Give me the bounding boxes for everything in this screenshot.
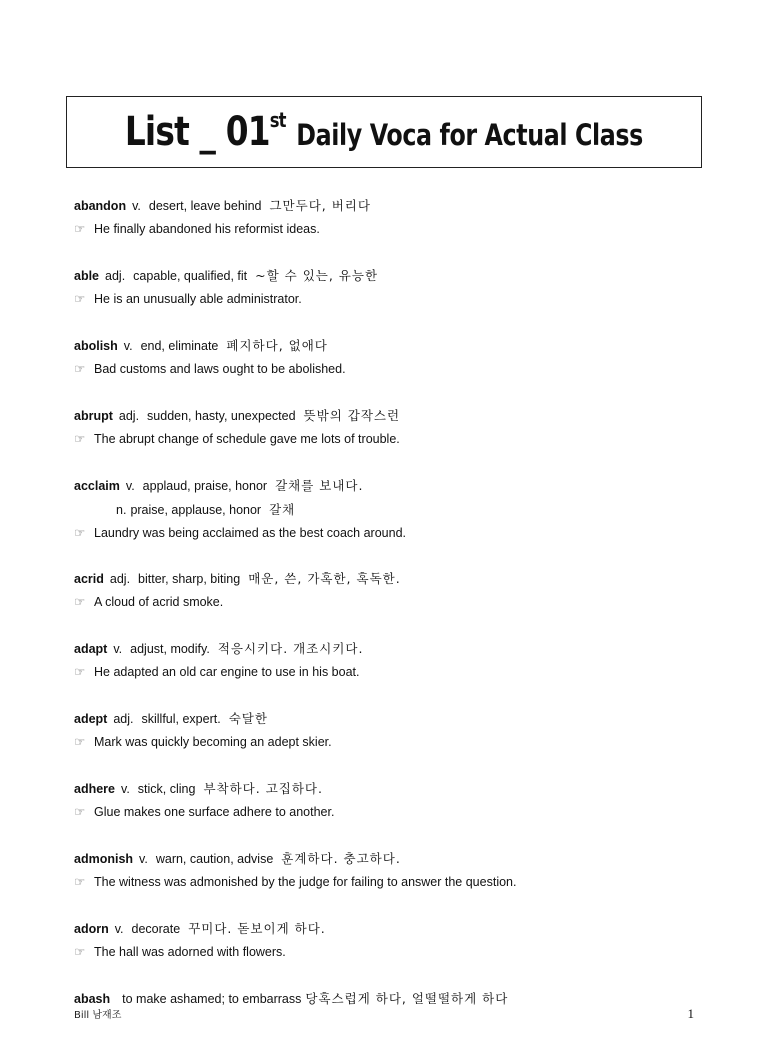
vocab-entry (74, 334, 734, 404)
korean-meaning: 숙달한 (228, 711, 268, 726)
vocab-word: adapt (74, 642, 108, 656)
synonyms: stick, cling (137, 782, 196, 796)
pointing-hand-icon: ☞ (74, 665, 86, 679)
vocab-word: admonish (74, 852, 134, 866)
pointing-hand-icon: ☞ (74, 222, 86, 236)
example-sentence: He adapted an old car engine to use in his boat. (94, 665, 360, 679)
vocab-entry (74, 474, 734, 567)
vocab-entry (74, 777, 734, 847)
synonyms: sudden, hasty, unexpected (147, 409, 296, 423)
vocab-entry (74, 404, 734, 474)
footer-author: Bill 남재조 (74, 1010, 122, 1021)
part-of-speech: v. (123, 339, 133, 353)
page-number: 1 (687, 1006, 694, 1021)
vocab-word: adept (74, 712, 108, 726)
korean-meaning: 당혹스럽게 하다, 얼떨떨하게 하다 (305, 991, 509, 1006)
part-of-speech: n. (116, 503, 127, 517)
synonyms: desert, leave behind (148, 199, 262, 213)
pointing-hand-icon: ☞ (74, 875, 86, 889)
example-sentence: The witness was admonished by the judge for failing to answer the question. (94, 875, 517, 889)
part-of-speech: v. (114, 922, 124, 936)
part-of-speech: adj. (105, 269, 126, 283)
korean-meaning: 부착하다. 고집하다. (203, 781, 323, 796)
example-sentence: Glue makes one surface adhere to another. (94, 805, 335, 819)
synonyms: decorate (131, 922, 181, 936)
korean-meaning: 갈채를 보내다. (275, 478, 364, 493)
part-of-speech: v. (125, 479, 135, 493)
example-sentence: Laundry was being acclaimed as the best coach around. (94, 526, 406, 540)
part-of-speech: v. (121, 782, 130, 796)
title-suffix: st (269, 107, 286, 132)
vocab-word: abolish (74, 339, 118, 353)
part-of-speech: adj. (118, 409, 140, 423)
example-sentence: A cloud of acrid smoke. (94, 595, 224, 609)
pointing-hand-icon: ☞ (74, 595, 86, 609)
synonyms: to make ashamed; to embarrass (122, 992, 302, 1006)
korean-meaning: 훈계하다. 충고하다. (281, 851, 401, 866)
title-box (66, 96, 702, 168)
korean-meaning: 갈채 (269, 502, 296, 517)
pointing-hand-icon: ☞ (74, 362, 86, 376)
vocab-word: acrid (74, 572, 104, 586)
korean-meaning: 적응시키다. 개조시키다. (217, 641, 364, 656)
synonyms: capable, qualified, fit (133, 269, 248, 283)
vocab-word: abrupt (74, 409, 113, 423)
vocab-list (74, 194, 734, 1057)
vocab-entry (74, 567, 734, 637)
synonyms: skillful, expert. (141, 712, 221, 726)
korean-meaning: ~할 수 있는, 유능한 (255, 268, 379, 283)
vocab-entry (74, 194, 734, 264)
example-sentence: Mark was quickly becoming an adept skier. (94, 735, 332, 749)
part-of-speech: v. (113, 642, 123, 656)
part-of-speech: v. (132, 199, 141, 213)
vocab-entry (74, 637, 734, 707)
vocab-entry (74, 707, 734, 777)
vocab-entry (74, 917, 734, 987)
pointing-hand-icon: ☞ (74, 292, 86, 306)
vocab-word: adhere (74, 782, 115, 796)
vocab-word: acclaim (74, 479, 120, 493)
vocab-entry (74, 847, 734, 917)
page-title (125, 109, 643, 155)
korean-meaning: 그만두다, 버리다 (269, 198, 371, 213)
title-list: List _ 01 (124, 109, 270, 155)
vocab-word: abandon (74, 199, 127, 213)
part-of-speech: adj. (113, 712, 134, 726)
title-subtitle: Daily Voca for Actual Class (296, 118, 644, 152)
korean-meaning: 매운, 쓴, 가혹한, 혹독한. (248, 571, 401, 586)
synonyms: adjust, modify. (130, 642, 210, 656)
synonyms: praise, applause, honor (130, 503, 262, 517)
synonyms: end, eliminate (140, 339, 219, 353)
pointing-hand-icon: ☞ (74, 526, 86, 540)
synonyms: warn, caution, advise (155, 852, 274, 866)
vocab-word: abash (74, 992, 111, 1006)
part-of-speech: v. (139, 852, 148, 866)
example-sentence: Bad customs and laws ought to be abolished. (94, 362, 346, 376)
vocab-entry (74, 264, 734, 334)
synonyms: bitter, sharp, biting (138, 572, 241, 586)
example-sentence: He finally abandoned his reformist ideas. (94, 222, 320, 236)
vocab-word: able (74, 269, 100, 283)
pointing-hand-icon: ☞ (74, 735, 86, 749)
korean-meaning: 뜻밖의 갑작스런 (303, 408, 401, 423)
pointing-hand-icon: ☞ (74, 432, 86, 446)
pointing-hand-icon: ☞ (74, 805, 86, 819)
pointing-hand-icon: ☞ (74, 945, 86, 959)
example-sentence: The abrupt change of schedule gave me lots of trouble. (94, 432, 400, 446)
korean-meaning: 꾸미다. 돋보이게 하다. (188, 921, 326, 936)
vocab-entry (74, 987, 734, 1057)
vocab-word: adorn (74, 922, 109, 936)
part-of-speech: adj. (109, 572, 131, 586)
example-sentence: The hall was adorned with flowers. (94, 945, 286, 959)
korean-meaning: 폐지하다, 없애다 (226, 338, 328, 353)
example-sentence: He is an unusually able administrator. (94, 292, 302, 306)
synonyms: applaud, praise, honor (142, 479, 268, 493)
